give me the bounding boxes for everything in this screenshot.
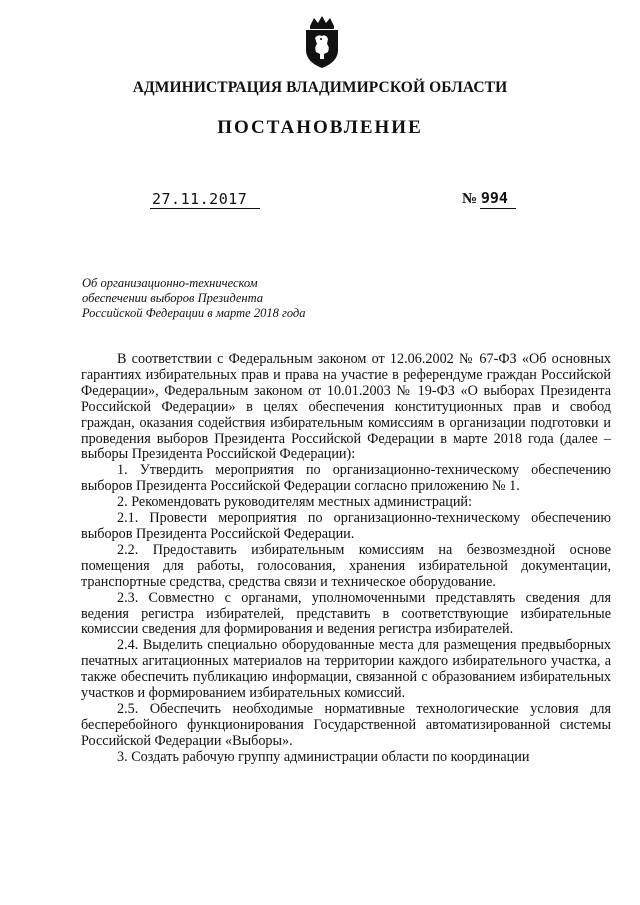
date-underline: [150, 208, 260, 209]
number-value: 994: [480, 189, 508, 207]
number-label: №: [462, 191, 478, 207]
number-underline: [480, 208, 516, 209]
clause-2: 2. Рекомендовать руководителям местных администраций:: [117, 494, 472, 511]
document-subject: [82, 276, 382, 321]
document-number: [462, 189, 508, 208]
clause-2-4: 2.4. Выделить специально оборудованные места для размещения предвыборных печатных агитационных материалов на территории каждого избирательного участка, а также обеспечить публикацию информации, связанной с образованием избирательных участков и формированием избирательных комиссий.: [81, 637, 611, 702]
clause-2-1: 2.1. Провести мероприятия по организационно-техническому обеспечению выборов Президента Российской Федерации.: [81, 510, 611, 542]
subject-line: Об организационно-техническом: [82, 276, 258, 290]
document-type-title: ПОСТАНОВЛЕНИЕ: [217, 117, 423, 138]
clause-2-3: 2.3. Совместно с органами, уполномоченными представлять сведения для ведения регистра избирателей, представить в соответствующие избирательные комиссии сведения для формирования и ведения регистра избирателей.: [81, 589, 611, 638]
subject-line: Российской Федерации в марте 2018 года: [82, 306, 306, 320]
clause-2-2: 2.2. Предоставить избирательным комиссиям на безвозмездной основе помещения для работы, голосования, хранения избирательной документации, транспортные средства, средства связи и техническое оборудование.: [81, 541, 611, 590]
clause-2-5: 2.5. Обеспечить необходимые нормативные технологические условия для бесперебойного функционирования Государственной автоматизированной системы Российской Федерации «Выборы».: [81, 700, 611, 749]
preamble-paragraph: В соответствии с Федеральным законом от 12.06.2002 № 67-ФЗ «Об основных гарантиях избирательных прав и права на участие в референдуме граждан Российской Федерации», Федеральным законом от 10.01.2003 № 19-ФЗ «О выборах Президента Российской Федерации» в целях обеспечения конституционных прав и свобод граждан, оказания содействия избирательным комиссиям в организации подготовки и проведения выборов Президента Российской Федерации в марте 2018 года (далее – выборы Президента Российской Федерации):: [81, 351, 611, 463]
subject-line: обеспечении выборов Президента: [82, 291, 264, 305]
clause-3: 3. Создать рабочую группу администрации области по координации: [117, 748, 530, 765]
organization-title: АДМИНИСТРАЦИЯ ВЛАДИМИРСКОЙ ОБЛАСТИ: [132, 79, 508, 96]
clause-1: 1. Утвердить мероприятия по организационно-техническому обеспечению выборов Президента Российской Федерации согласно приложению № 1.: [81, 462, 611, 495]
document-date: 27.11.2017: [152, 190, 248, 208]
coat-of-arms-icon: [300, 14, 344, 70]
document-body: [81, 352, 611, 766]
